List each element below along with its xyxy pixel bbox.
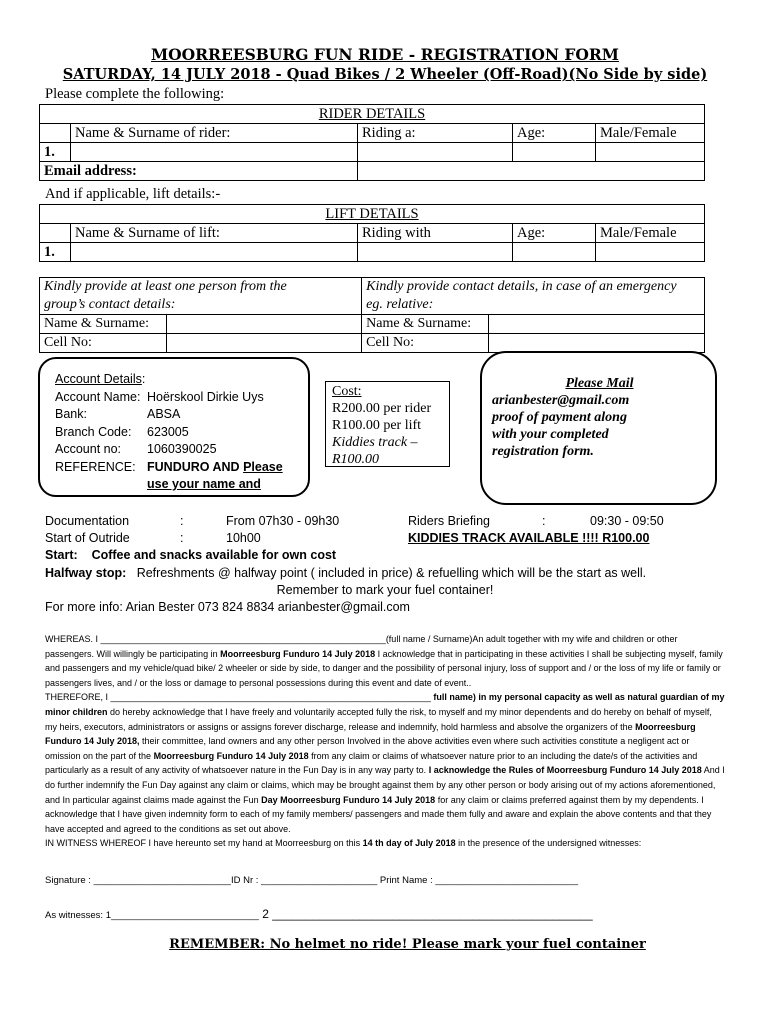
bank-row: Bank: ABSA	[55, 407, 181, 421]
group-name-field[interactable]	[167, 315, 362, 334]
lift-intro-text: And if applicable, lift details:-	[45, 186, 221, 202]
indemnity-paragraph-1: WHEREAS. I _________________________________________________________(full name / Surname)An adult together with my wife and children or other passengers. Will willingly be participating in Moorreesburg Funduro 14 July 2018 I acknowledge that in participating in these activities I shall be subjecting myself, family and passengers and my vehicle/quad bike/ 2 wheeler or side by side, to danger and the possibility of personal injury, loss of support and / or the loss of my life or family or passengers lives, and / or the loss or damage to personal possessions during this event and date of event..	[45, 634, 723, 688]
briefing-time: 09:30 - 09:50	[590, 514, 664, 528]
halfway-line: Halfway stop: Refreshments @ halfway point ( included in price) & refuelling which will be the start as well.	[45, 566, 647, 580]
cost-kiddies-price: R100.00	[332, 452, 380, 467]
account-name-row: Account Name: Hoërskool Dirkie Uys	[55, 389, 264, 404]
rider-gender-field[interactable]	[596, 143, 705, 162]
cost-box	[325, 381, 450, 467]
account-number-row: Account no: 1060390025	[55, 442, 217, 456]
mail-line-4: registration form.	[492, 444, 594, 459]
indemnity-paragraph-2: THEREFORE, I ________________________________________________________________ full name) in my personal capacity as well as natural guardian of my minor children do hereby acknowledge that I have freely and voluntarily accepted fully the risk, to myself and my minor dependents and do hereby on behalf of myself, my heirs, executors, administrators or assigns or assigns forever discharge, release and indemnify, hold harmless and absolve the organizers of the Moorreesburg Funduro 14 July 2018, their committee, land owners and any other person Involved in the above activities even where such activities constitute a negligent act or omission on the part of the Moorreesburg Funduro 14 July 2018 from any claim or claims of whatsoever nature prior to an including the date/s of the activities and particularly as a result of any activity of whatsoever nature in the Fun Day is in any way party to. I acknowledge the Rules of Moorreesburg Funduro 14 July 2018 And I do further indemnify the Fun Day against any claim or claims, which may be brought against them by any other person or body arising out of my actions aforementioned, and In particular against claims made against the Fun Day Moorreesburg Funduro 14 July 2018 for any claim or claims preferred against them by my dependents. I acknowledge that I have given indemnity form to each of my family members/ passengers and made them fully and aware and explain the above contents and that they have accepted and agreed to the conditions as set out above.	[45, 692, 725, 834]
indemnity-text	[45, 632, 725, 851]
email-field[interactable]	[358, 162, 705, 181]
briefing-colon: :	[542, 514, 546, 528]
start-outride-label: Start of Outride	[45, 531, 130, 545]
emergency-cell-label: Cell No:	[362, 334, 489, 353]
group-cell-field[interactable]	[167, 334, 362, 353]
footer-reminder: REMEMBER: No helmet no ride! Please mark your fuel container	[169, 937, 646, 952]
witness-line[interactable]	[45, 905, 593, 923]
mail-line-3: with your completed	[492, 427, 609, 442]
mail-line-2: proof of payment along	[492, 410, 627, 425]
rider-name-header: Name & Surname of rider:	[71, 124, 358, 143]
cost-heading: Cost:	[332, 384, 362, 399]
kiddies-track-notice: KIDDIES TRACK AVAILABLE !!!! R100.00	[408, 531, 650, 545]
lift-riding-field[interactable]	[358, 243, 513, 262]
documentation-colon: :	[180, 514, 184, 528]
form-title-text: MOORREESBURG FUN RIDE - REGISTRATION FORM	[151, 45, 619, 64]
rider-details-table	[39, 104, 705, 181]
emergency-name-label: Name & Surname:	[362, 315, 489, 334]
mail-box	[480, 351, 717, 505]
rider-age-header: Age:	[513, 124, 596, 143]
form-title	[0, 45, 770, 64]
documentation-time: From 07h30 - 09h30	[226, 514, 340, 528]
cost-kiddies: Kiddies track –	[332, 435, 418, 450]
emergency-contact-note-2: eg. relative:	[362, 296, 705, 315]
signature-line[interactable]: Signature : __________________________ID Nr : ______________________ Print Name : ___________________________	[45, 875, 578, 886]
lift-name-header: Name & Surname of lift:	[71, 224, 358, 243]
reference-row-2: use your name and	[147, 477, 261, 491]
witness-1[interactable]: As witnesses: 1____________________________	[45, 910, 259, 921]
rider-row-number: 1.	[40, 143, 71, 162]
mail-email: arianbester@gmail.com	[492, 393, 630, 408]
witness-2[interactable]: 2 ________________________________________________	[258, 907, 593, 921]
cost-rider: R200.00 per rider	[332, 401, 432, 416]
rider-riding-header: Riding a:	[358, 124, 513, 143]
account-heading: Account Details :	[55, 372, 146, 386]
indemnity-paragraph-3: IN WITNESS WHEREOF I have hereunto set my hand at Moorreesburg on this 14 th day of July 2018 in the presence of the undersigned witnesses:	[45, 838, 642, 849]
email-label: Email address:	[40, 162, 358, 181]
rider-name-field[interactable]	[71, 143, 358, 162]
lift-gender-header: Male/Female	[596, 224, 705, 243]
lift-riding-header: Riding with	[358, 224, 513, 243]
rider-details-heading: RIDER DETAILS	[40, 105, 705, 124]
cost-lift: R100.00 per lift	[332, 418, 422, 433]
documentation-label: Documentation	[45, 514, 130, 528]
rider-age-field[interactable]	[513, 143, 596, 162]
emergency-name-field[interactable]	[489, 315, 705, 334]
branch-code-row: Branch Code: 623005	[55, 424, 189, 439]
reference-row: REFERENCE: FUNDURO AND Please	[55, 459, 283, 474]
instruction-text: Please complete the following:	[45, 86, 225, 102]
lift-age-header: Age:	[513, 224, 596, 243]
lift-gender-field[interactable]	[596, 243, 705, 262]
lift-age-field[interactable]	[513, 243, 596, 262]
lift-details-heading: LIFT DETAILS	[40, 205, 705, 224]
group-name-label: Name & Surname:	[40, 315, 167, 334]
account-details-box	[38, 357, 310, 497]
emergency-contact-note-1: Kindly provide contact details, in case of an emergency	[362, 278, 705, 297]
start-line: Start: Coffee and snacks available for own cost	[45, 548, 337, 562]
form-subtitle	[0, 66, 770, 83]
contacts-table	[39, 277, 705, 353]
group-contact-note-2: group’s contact details:	[40, 296, 362, 315]
form-subtitle-text: SATURDAY, 14 JULY 2018 - Quad Bikes / 2 Wheeler (Off-Road)(No Side by side)	[62, 66, 708, 83]
lift-name-field[interactable]	[71, 243, 358, 262]
briefing-label: Riders Briefing	[408, 514, 490, 528]
fuel-reminder: Remember to mark your fuel container!	[276, 583, 494, 597]
lift-row-number: 1.	[40, 243, 71, 262]
more-info: For more info: Arian Bester 073 824 8834 arianbester@gmail.com	[45, 600, 410, 614]
start-outride-time: 10h00	[226, 531, 261, 545]
start-outride-colon: :	[180, 531, 184, 545]
emergency-cell-field[interactable]	[489, 334, 705, 353]
group-cell-label: Cell No:	[40, 334, 167, 353]
rider-gender-header: Male/Female	[596, 124, 705, 143]
group-contact-note-1: Kindly provide at least one person from the	[40, 278, 362, 297]
lift-details-table	[39, 204, 705, 262]
rider-riding-field[interactable]	[358, 143, 513, 162]
mail-heading: Please Mail	[565, 376, 634, 391]
